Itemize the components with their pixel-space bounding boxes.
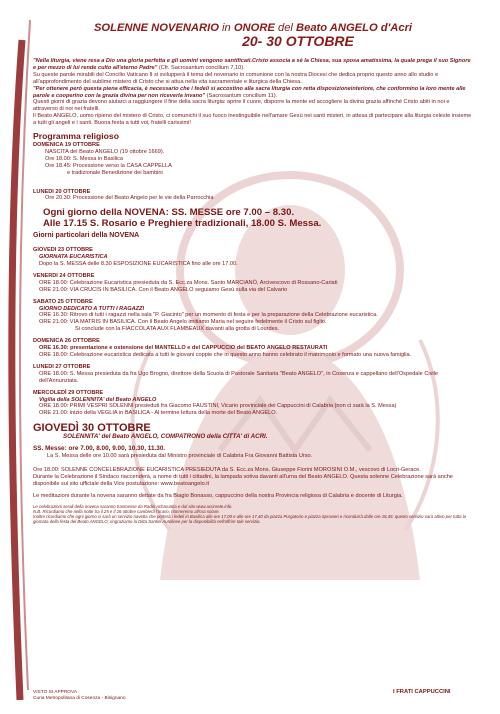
- footnote-line: N.B. Ricordiamo che nella notte tra il 25 e il 26 ottobre cambierà l'orario, ritorneremo all'ora solare.: [33, 508, 220, 514]
- footnote-line: Inoltre ricordiamo che ogni giorno ci sarà un servizio navetta che porterà i fedeli in Basilica alle ore 17,00 e alle ore 17,40 da piazza Purgatorio e piazza Sprovieri e ricondurrà dalle ore 18,45: questo servizio sarà attivo per tutta la giornata della festa del Beato ANGELO; ringraziamo la Ditta Santini Autolinee per la disponibilità nell'offrire tale servizio.: [33, 513, 467, 524]
- event-line: e tradizionale Benedizione dei bambini: [67, 169, 163, 176]
- day-domenica-19: [33, 142, 473, 177]
- giorni-heading: Giorni particolari della NOVENA: [33, 232, 140, 240]
- intro-quote-1: "Nella liturgia, viene resa a Dio una gloria perfetta e gli uomini vengono santificati.Cristo associa a sé la Chiesa, sua sposa amatissima, la quale prega il suo Signore e per mezzo di lui rende culto all'eterno Padre": [33, 58, 471, 71]
- day-mercoledi-29: [33, 390, 473, 418]
- event-line: Durante la Celebrazione il Sindaco riaccenderà, a nome di tutti i cittadini, la lampada votiva davanti all'urna del Beato ANGELO. Questa solenne Celebrazione sarà anche disponibile sul sito ufficiale della Vice postulazione: www.beatoangelo.it: [33, 473, 453, 487]
- event-line: Ore 18.00: S. Messa in Basilica: [45, 155, 124, 162]
- day-heading: LUNEDI 20 OTTOBRE: [33, 188, 91, 195]
- intro-paragraph-2: Questi giorni di grazia devono aiutarci a raggiungere il fine della sacra liturgia: aprire il cuore, disporre la mente ed accogliere la divina grazia affinché Cristo abiti in noi e attraverso di noi nei fratelli.: [33, 99, 450, 113]
- intro-quote-2: "Per ottenere però questa piena efficacia, è necessario che i fedeli si accostino alla sacra liturgia con retta disposizioneinteriore, che conformino la loro mente alle parole e cooperino con la grazia divina per non riceverla invano": [33, 85, 466, 99]
- day-heading: SABATO 25 OTTOBRE: [33, 298, 93, 305]
- intro-paragraph-1: Su queste parole mirabili del Concilio Vaticano II si svilupperà il tema del novenario in comunione con la nostra Diocesi che dedica proprio questo anno allo studio e all'approfondimento del sublime mistero di Cristo che si attua nella vita sacramentale e liturgica della Chiesa.: [33, 71, 439, 85]
- day-heading: GIOVEDI 23 OTTOBRE: [33, 247, 93, 254]
- intro-quote-2-ref: (Sacrosantum concilium 11).: [206, 92, 278, 99]
- event-line: ORE 18.00: S. Messa presieduta da fra Ugo Brogno, direttore della Scuola di Pastorale Sanitaria "Beato ANGELO", in Cosenza e cappellano dell'Ospedale Civile dell'Annunziata.: [39, 370, 439, 384]
- day-lunedi-27: [33, 364, 473, 385]
- event-line: SS. Messe: ore 7.00, 8.00, 9.00, 10.30, 11.30.: [33, 445, 166, 453]
- poster-title: [33, 22, 473, 48]
- day-heading: DOMENICA 26 OTTOBRE: [33, 338, 100, 345]
- day-giovedi-30: [33, 423, 473, 499]
- day-theme: GIORNO DEDICATO A TUTTI I RAGAZZI: [39, 305, 145, 312]
- day-heading: VENERDI 24 OTTOBRE: [33, 272, 95, 279]
- event-line: ORE 18.00: Celebrazione eucaristica dedicata a tutti le giovani coppie che in questo anno hanno celebrato il matrimonio e formato una nuova famiglia.: [39, 352, 412, 358]
- event-line: ORE 18.00: PRIMI VESPRI SOLENNI presieduti fra Giacomo FAUSTINI, Vicario provinciale dei Cappuccini di Calabria (non ci sarà la S. Messa): [39, 403, 397, 410]
- signature-frati: I FRATI CAPPUCCINI: [393, 689, 451, 695]
- event-line: ORE 18.00: Celebrazione Eucaristica presieduta da S. Ecc.za Mons. Santo MARCIANÒ, Arcivescovo di Rossano-Cariati: [39, 279, 338, 286]
- novena-schedule: [33, 207, 473, 229]
- event-line: Le meditazioni durante la novena saranno dettate da fra Biagio Bonasso, cappuccino della nostra Provincia religiosa di Calabria e docente di Liturgia.: [33, 492, 403, 499]
- event-line: Ore 20.30: Processione del Beato Angelo per le vie della Parrocchia: [45, 195, 214, 202]
- poster-content: [33, 18, 473, 524]
- title-part: Beato ANGELO d'Acri: [296, 22, 413, 34]
- programma-heading: Programma religioso: [33, 131, 119, 142]
- day-theme: GIORNATA EUCARISTICA: [39, 254, 108, 261]
- day-sabato-25: [33, 299, 473, 334]
- poster-footer: [33, 690, 473, 701]
- curia-line: Curia Metropolitana di Cosenza - Bisignano: [33, 695, 126, 701]
- title-part: del: [277, 22, 293, 34]
- intro-text: [33, 58, 473, 127]
- event-line: Ore 18.00: SOLENNE CONCELEBRAZIONE EUCARISTICA PRESIEDUTA da S. Ecc.za Mons. Giuseppe Fiorini MOROSINI O.M., vescovo di Locri-Gerace.: [33, 466, 421, 473]
- day-venerdi-24: [33, 273, 473, 294]
- day-theme: SOLENNITA' del Beato ANGELO, COMPATRONO della CITTA' di ACRI.: [63, 433, 268, 441]
- title-part: in: [222, 22, 231, 34]
- event-line: ORE 21.00: inizio della VEGLIA in BASILICA - Al termine lettura della morte del Beato ANGELO.: [39, 410, 278, 417]
- footnotes: [33, 504, 473, 524]
- event-line: Dopo la S. MESSA delle 8.30 ESPOSIZIONE EUCARISTICA fino alle ore 17.00.: [39, 261, 238, 268]
- day-heading-large: GIOVEDÌ 30 OTTOBRE: [33, 422, 151, 435]
- day-lunedi-20: [33, 189, 473, 203]
- intro-paragraph-3: Il Beato ANGELO, uomo ripieno del mistero di Cristo, ci comunichi il suo fuoco inestinguibile nell'amare Gesù nei santi misteri, in attesa di partecipare alla liturgia celeste insieme a tutti gli angeli e i santi. Buona festa a tutti voi, fratelli carissimi!: [33, 113, 472, 127]
- event-line: NASCITA del Beato ANGELO (19 ottobre 1669).: [45, 148, 165, 155]
- day-domenica-26: [33, 338, 473, 359]
- day-heading: DOMENICA 19 OTTOBRE: [33, 141, 100, 148]
- novena-line-2: Alle 17.15 S. Rosario e Preghiere tradizionali, 18.00 S. Messa.: [43, 218, 322, 230]
- event-line: ORE 21.00: VIA CRUCIS IN BASILICA. Con il Beato ANGELO seguiamo Gesù sulla via del Calvario: [39, 286, 288, 293]
- day-giovedi-23: [33, 247, 473, 268]
- intro-quote-1-ref: (Cfr. Sacrosantum concilium 7,10).: [158, 64, 245, 71]
- visto-approval: VISTO SI APPROVA: [33, 690, 78, 695]
- event-line: ORE 16.30: presentazione e ostensione del MANTELLO e del CAPPUCCIO del BEATO ANGELO RESTAURATI: [39, 345, 328, 352]
- day-heading: MERCOLEDÌ 29 OTTOBRE: [33, 389, 104, 396]
- novena-line-1: Ogni giorno della NOVENA: SS. MESSE ore 7.00 – 8.30.: [43, 207, 295, 219]
- footnote-line: Le celebrazioni serali della novena saranno trasmesse da Radio Acharuntia e dal sito www.acrinrete.info.: [33, 503, 233, 509]
- event-line: La S. Messa delle ore 10.00 sarà presieduta dal Ministro provinciale di Calabria Fra Giovanni Battista Urso.: [47, 453, 313, 460]
- event-line: ORE 21.00: VIA MATRIS IN BASILICA. Con il Beato Angelo imitiamo Maria nel seguire fedelmente il Cristo sul figlio.: [39, 319, 327, 326]
- title-dates: 20- 30 OTTOBRE: [242, 33, 354, 49]
- title-part: ONORE: [233, 22, 275, 34]
- event-line: Si conclude con la FIACCOLATA AUX FLAMBEAUX davanti alla grotta di Lourdes.: [75, 326, 280, 333]
- day-theme: Vigilia della SOLENNITA' del Beato ANGELO: [39, 396, 157, 403]
- title-part: SOLENNE NOVENARIO: [93, 22, 219, 34]
- event-line: Ore 18.45: Processione verso la CASA CAPPELLA: [45, 162, 172, 169]
- event-line: ORE 16.30: Ritrovo di tutti i ragazzi nella sala "P. Giacinto" per un momento di festa e per la preparazione della Celebrazione eucaristica.: [39, 312, 378, 319]
- day-heading: LUNEDI 27 OTTOBRE: [33, 363, 91, 370]
